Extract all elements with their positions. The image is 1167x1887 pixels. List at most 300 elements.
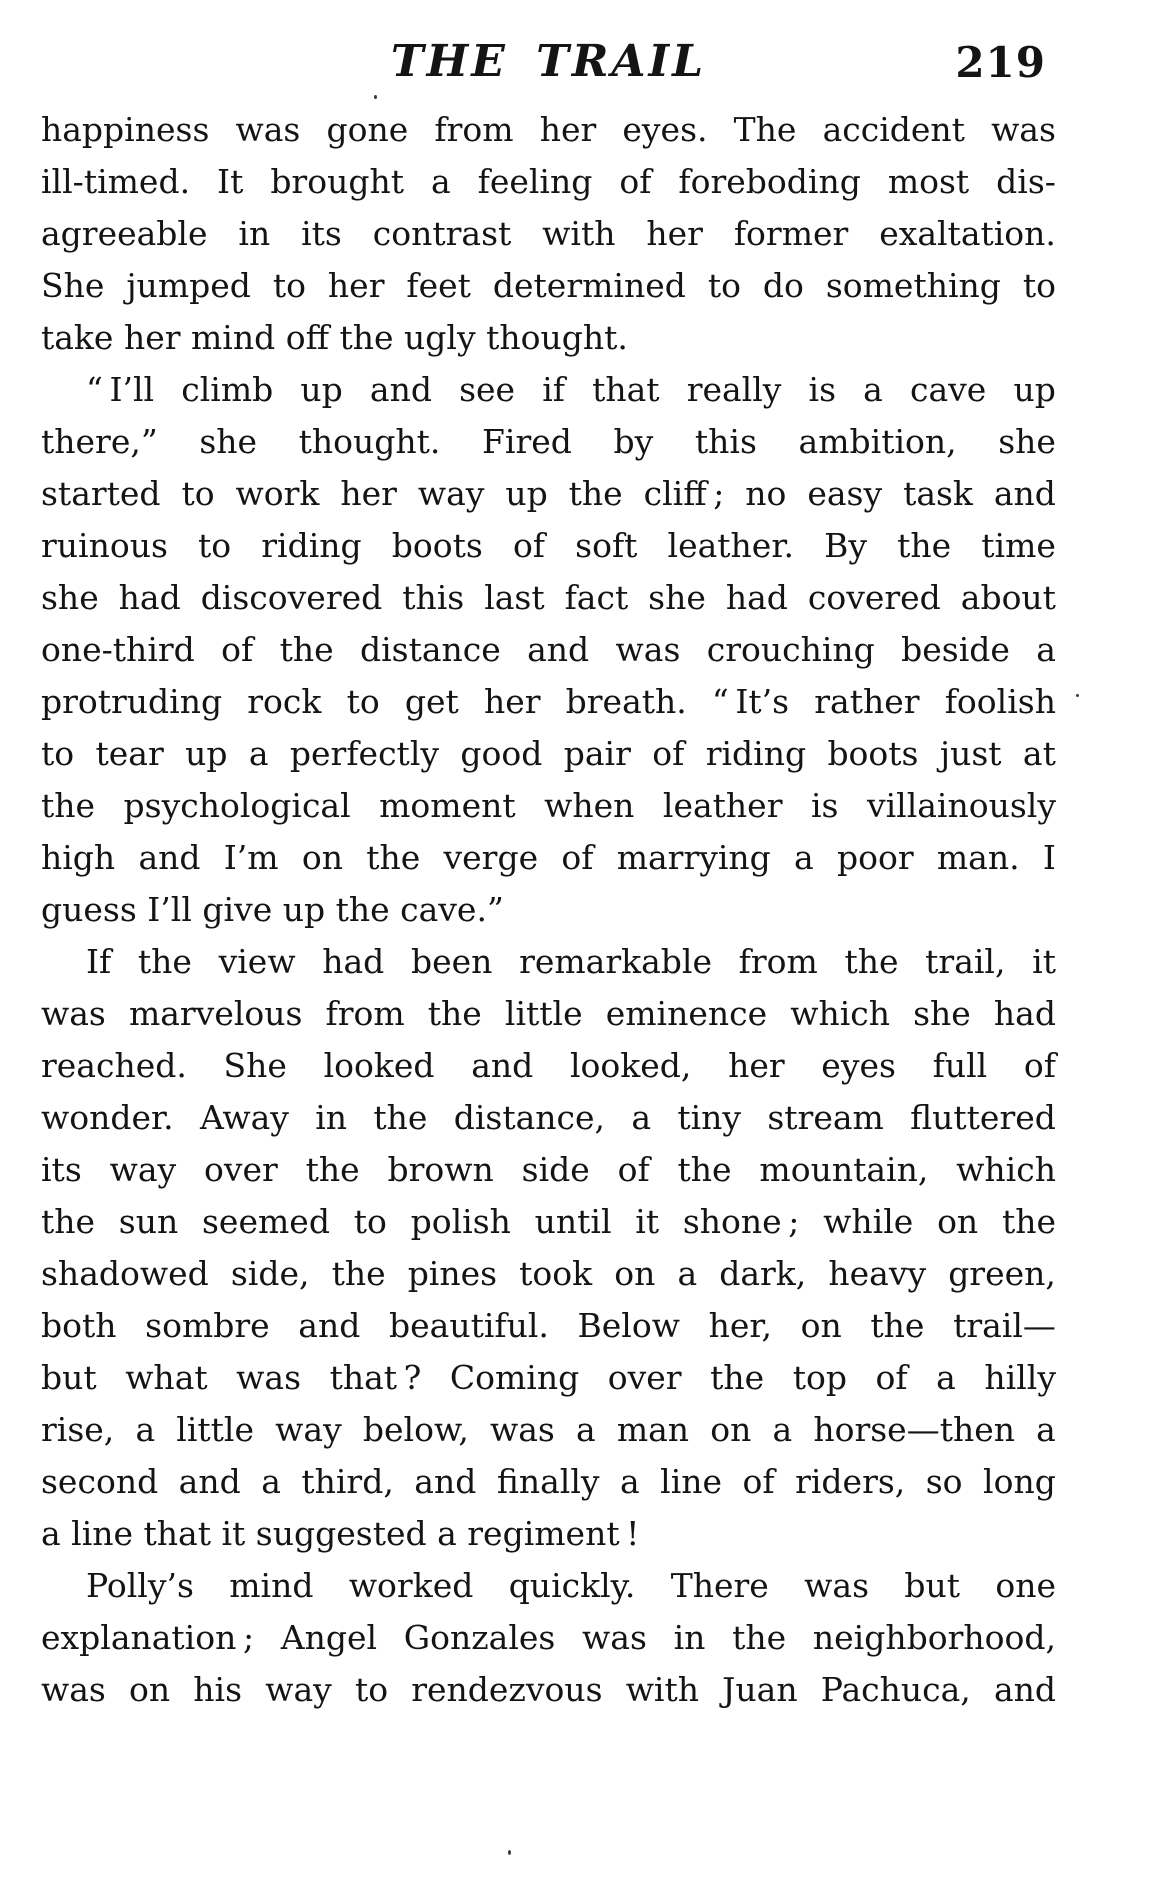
word: a	[1036, 1410, 1056, 1449]
word: which	[790, 994, 891, 1033]
word: third,	[301, 1462, 394, 1501]
word: man	[616, 1410, 690, 1449]
word: Below	[577, 1306, 680, 1345]
word: worked	[348, 1566, 474, 1605]
word: a	[1036, 630, 1056, 669]
word: of	[221, 630, 254, 669]
word: looked	[323, 1046, 435, 1085]
word: neighborhood,	[812, 1618, 1056, 1657]
word: the	[41, 786, 96, 825]
word: brown	[387, 1150, 494, 1189]
word: a	[936, 1358, 956, 1397]
word: was	[489, 1410, 555, 1449]
word: line	[660, 1462, 723, 1501]
word: the	[897, 526, 952, 565]
word: the	[568, 474, 623, 513]
word: quickly.	[508, 1566, 636, 1605]
word: little	[176, 1410, 255, 1449]
word: in	[315, 1098, 348, 1137]
word: feeling	[477, 162, 593, 201]
word: a	[863, 370, 883, 409]
word: Juan	[722, 1670, 798, 1709]
word: covered	[807, 578, 941, 617]
word: that	[592, 370, 660, 409]
word: is	[808, 370, 837, 409]
word: there,”	[41, 422, 158, 461]
word: a	[261, 1462, 281, 1501]
text-line	[41, 1300, 1056, 1352]
word: easy	[807, 474, 883, 513]
word: high	[41, 838, 116, 877]
word: had	[322, 942, 385, 981]
word: seemed	[202, 1202, 330, 1241]
word: her	[327, 266, 385, 305]
text-line	[41, 260, 1056, 312]
word: a	[575, 1410, 596, 1449]
word: up	[1013, 370, 1056, 409]
text-line	[41, 624, 1056, 676]
word: cave	[909, 370, 987, 409]
paragraph	[41, 1560, 1056, 1716]
word: of	[512, 526, 546, 565]
word: this	[694, 422, 757, 461]
word: Fired	[482, 422, 572, 461]
word: marrying	[616, 838, 771, 877]
word: riding	[261, 526, 362, 565]
word: and	[298, 1306, 361, 1345]
word: Polly’s	[86, 1566, 194, 1605]
word: jumped	[126, 266, 251, 305]
word: Pachuca,	[820, 1670, 971, 1709]
word: perfectly	[289, 734, 440, 773]
text-line	[41, 416, 1056, 468]
word: the	[366, 838, 421, 877]
text-line	[41, 208, 1056, 260]
word: rock	[247, 682, 322, 721]
word: up	[185, 734, 228, 773]
word: in	[238, 214, 271, 253]
word: and	[138, 838, 201, 877]
word: looked,	[569, 1046, 692, 1085]
word: a	[430, 162, 451, 201]
word: poor	[836, 838, 914, 877]
word: one	[995, 1566, 1056, 1605]
word: see	[459, 370, 516, 409]
word: took	[519, 1254, 593, 1293]
word: pines	[407, 1254, 498, 1293]
word: eminence	[605, 994, 768, 1033]
word: dark,	[719, 1254, 807, 1293]
word: the	[305, 1150, 360, 1189]
text-line	[41, 520, 1056, 572]
word: at	[1022, 734, 1056, 773]
word: that ?	[329, 1358, 422, 1397]
word: mountain,	[759, 1150, 929, 1189]
word: the	[870, 1306, 925, 1345]
word: and	[471, 1046, 534, 1085]
word: really	[686, 370, 782, 409]
word: to	[198, 526, 232, 565]
word: If	[86, 942, 112, 981]
word: man.	[936, 838, 1020, 877]
word: she	[998, 422, 1056, 461]
word: on	[937, 1202, 979, 1241]
word: to	[181, 474, 215, 513]
word: brought	[270, 162, 404, 201]
word: to	[354, 1670, 389, 1709]
text-line: a line that it suggested a regiment !	[41, 1514, 640, 1553]
word: way	[109, 1150, 177, 1189]
text-line	[41, 832, 1056, 884]
word: both	[41, 1306, 117, 1345]
page-header	[41, 36, 1056, 94]
word: verge	[443, 838, 539, 877]
word: foreboding	[678, 162, 861, 201]
word: to	[1022, 266, 1056, 305]
word: something	[825, 266, 1001, 305]
word: little	[504, 994, 583, 1033]
word: view	[218, 942, 296, 981]
word: the	[41, 1202, 96, 1241]
word: but	[904, 1566, 960, 1605]
word: was	[615, 630, 681, 669]
word: the	[732, 1618, 787, 1657]
paragraph	[41, 936, 1056, 1560]
word: from	[738, 942, 818, 981]
word: good	[460, 734, 543, 773]
word: The	[733, 110, 797, 149]
scan-artifact-dot	[374, 95, 377, 99]
word: stream	[767, 1098, 884, 1137]
word: marvelous	[128, 994, 303, 1033]
word: a	[620, 1462, 640, 1501]
word: finally	[496, 1462, 600, 1501]
word: on	[301, 838, 343, 877]
word: determined	[492, 266, 686, 305]
word: Coming	[449, 1358, 580, 1397]
word: former	[733, 214, 849, 253]
text-line	[41, 156, 1056, 208]
text-line	[41, 1092, 1056, 1144]
word: was	[236, 1358, 302, 1397]
word: ambition,	[798, 422, 957, 461]
word: to	[346, 682, 380, 721]
word: leather	[662, 786, 783, 825]
word: villainously	[866, 786, 1056, 825]
word: fact	[564, 578, 629, 617]
word: and	[527, 630, 590, 669]
word: its	[301, 214, 342, 253]
word: Gonzales	[403, 1618, 556, 1657]
word: she	[648, 578, 706, 617]
word: had	[725, 578, 788, 617]
word: heavy	[828, 1254, 927, 1293]
word: which	[956, 1150, 1056, 1189]
word: her	[728, 1046, 785, 1085]
word: to	[707, 266, 741, 305]
word: just	[939, 734, 1002, 773]
running-title: THE TRAIL	[390, 36, 707, 87]
word: on	[614, 1254, 656, 1293]
body-text	[41, 104, 1056, 1716]
word: it	[635, 1202, 660, 1241]
word: second	[41, 1462, 159, 1501]
text-line	[41, 936, 1056, 988]
word: explanation ;	[41, 1618, 255, 1657]
word: had	[118, 578, 181, 617]
word: was	[582, 1618, 647, 1657]
word: moment	[379, 786, 516, 825]
word: way	[265, 1670, 332, 1709]
word: of	[617, 1150, 650, 1189]
word: It	[217, 162, 244, 201]
word: full	[932, 1046, 988, 1085]
text-line	[41, 1352, 1056, 1404]
word: beautiful.	[388, 1306, 549, 1345]
word: her	[483, 682, 541, 721]
word: boots	[827, 734, 919, 773]
word: she	[41, 578, 99, 617]
text-line	[41, 1196, 1056, 1248]
word: green,	[948, 1254, 1056, 1293]
word: side	[521, 1150, 590, 1189]
word: foolish	[944, 682, 1056, 721]
word: and	[993, 1670, 1056, 1709]
word: way	[275, 1410, 342, 1449]
word: contrast	[372, 214, 512, 253]
text-line	[41, 468, 1056, 520]
word: no	[745, 474, 787, 513]
text-line: guess I’ll give up the cave.”	[41, 890, 504, 929]
word: and	[369, 370, 432, 409]
text-line	[41, 780, 1056, 832]
word: until	[534, 1202, 612, 1241]
word: to	[41, 734, 75, 773]
word: boots	[391, 526, 483, 565]
word: agreeable	[41, 214, 208, 253]
word: and	[414, 1462, 477, 1501]
text-line	[41, 1248, 1056, 1300]
word: over	[607, 1358, 682, 1397]
text-line	[41, 1404, 1056, 1456]
word: distance	[359, 630, 501, 669]
word: tear	[95, 734, 164, 773]
word: its	[41, 1150, 82, 1189]
text-line: take her mind off the ugly thought.	[41, 318, 628, 357]
word: below,	[362, 1410, 469, 1449]
text-line	[41, 104, 1056, 156]
word: gone	[326, 110, 409, 149]
word: from	[434, 110, 514, 149]
word: last	[484, 578, 545, 617]
word: a	[248, 734, 269, 773]
word: was	[991, 110, 1056, 149]
text-line	[41, 364, 1056, 416]
word: horse—then	[813, 1410, 1016, 1449]
word: I	[1042, 838, 1056, 877]
word: soft	[575, 526, 638, 565]
word: remarkable	[519, 942, 712, 981]
scan-artifact-dot	[508, 1850, 511, 1855]
word: with	[542, 214, 616, 253]
word: reached.	[41, 1046, 187, 1085]
word: happiness	[41, 110, 210, 149]
word: feet	[406, 266, 471, 305]
word: sun	[118, 1202, 179, 1241]
word: trail—	[953, 1306, 1056, 1345]
word: wonder.	[41, 1098, 174, 1137]
word: eyes	[821, 1046, 896, 1085]
text-line	[41, 988, 1056, 1040]
word: was	[41, 994, 106, 1033]
word: ill-timed.	[41, 162, 191, 201]
word: I’m	[223, 838, 279, 877]
word: trail,	[925, 942, 1006, 981]
word: over	[204, 1150, 278, 1189]
word: shadowed	[41, 1254, 209, 1293]
word: one-third	[41, 630, 195, 669]
word: to	[272, 266, 306, 305]
word: polish	[410, 1202, 511, 1241]
word: way	[417, 474, 485, 513]
word: hilly	[984, 1358, 1056, 1397]
scan-artifact-dot	[1076, 694, 1079, 697]
word: psychological	[123, 786, 351, 825]
word: the	[844, 942, 899, 981]
word: the	[279, 630, 334, 669]
word: a	[135, 1410, 156, 1449]
word: of	[742, 1462, 775, 1501]
word: She	[41, 266, 105, 305]
word: and	[993, 474, 1056, 513]
word: her	[340, 474, 397, 513]
text-line	[41, 1040, 1056, 1092]
word: her	[539, 110, 597, 149]
word: while	[823, 1202, 914, 1241]
word: thought.	[298, 422, 441, 461]
word: was	[41, 1670, 106, 1709]
word: the	[710, 1358, 765, 1397]
word: if	[542, 370, 565, 409]
word: started	[41, 474, 161, 513]
word: in	[673, 1618, 706, 1657]
word: a	[677, 1254, 698, 1293]
page-number: 219	[955, 38, 1046, 87]
word: climb	[181, 370, 274, 409]
word: long	[983, 1462, 1056, 1501]
word: ruinous	[41, 526, 168, 565]
word: “ It’s	[711, 682, 790, 721]
word: had	[993, 994, 1056, 1033]
word: time	[981, 526, 1056, 565]
word: from	[325, 994, 405, 1033]
word: shone ;	[682, 1202, 800, 1241]
word: cliff ;	[643, 474, 725, 513]
paragraph	[41, 104, 1056, 364]
word: discovered	[200, 578, 383, 617]
word: a	[772, 1410, 793, 1449]
word: with	[625, 1670, 700, 1709]
word: “ I’ll	[86, 370, 155, 409]
text-line	[41, 1612, 1056, 1664]
word: on	[129, 1670, 171, 1709]
text-line	[41, 676, 1056, 728]
word: her	[646, 214, 703, 253]
word: exaltation.	[879, 214, 1056, 253]
word: get	[404, 682, 459, 721]
word: breath.	[565, 682, 687, 721]
text-line	[41, 728, 1056, 780]
word: about	[960, 578, 1056, 617]
text-line	[41, 1144, 1056, 1196]
word: rendezvous	[411, 1670, 603, 1709]
word: the	[1001, 1202, 1056, 1241]
word: task	[903, 474, 973, 513]
word: rather	[814, 682, 920, 721]
word: do	[762, 266, 804, 305]
word: been	[410, 942, 493, 981]
word: sombre	[145, 1306, 270, 1345]
word: crouching	[706, 630, 875, 669]
word: side,	[230, 1254, 310, 1293]
text-line	[41, 1456, 1056, 1508]
word: her,	[708, 1306, 773, 1345]
word: a	[794, 838, 814, 877]
word: is	[810, 786, 839, 825]
word: rise,	[41, 1410, 115, 1449]
word: it	[1032, 942, 1056, 981]
word: By	[824, 526, 867, 565]
word: a	[631, 1098, 652, 1137]
word: She	[223, 1046, 287, 1085]
text-line	[41, 572, 1056, 624]
word: on	[710, 1410, 752, 1449]
word: was	[235, 110, 301, 149]
word: eyes.	[622, 110, 708, 149]
word: riders,	[795, 1462, 906, 1501]
word: the	[677, 1150, 732, 1189]
word: she	[199, 422, 258, 461]
word: of	[619, 162, 652, 201]
word: accident	[822, 110, 965, 149]
word: most	[887, 162, 970, 201]
word: pair	[563, 734, 631, 773]
word: distance,	[453, 1098, 606, 1137]
word: There	[670, 1566, 769, 1605]
word: top	[792, 1358, 847, 1397]
word: to	[353, 1202, 387, 1241]
paragraph	[41, 364, 1056, 936]
word: the	[373, 1098, 428, 1137]
word: riding	[705, 734, 807, 773]
word: Angel	[280, 1618, 378, 1657]
word: fluttered	[910, 1098, 1056, 1137]
word: protruding	[41, 682, 223, 721]
word: of	[652, 734, 685, 773]
word: the	[331, 1254, 386, 1293]
word: work	[235, 474, 320, 513]
word: of	[875, 1358, 908, 1397]
word: this	[402, 578, 465, 617]
word: up	[505, 474, 548, 513]
word: so	[925, 1462, 963, 1501]
word: on	[800, 1306, 842, 1345]
word: of	[561, 838, 594, 877]
word: dis-	[996, 162, 1056, 201]
text-line	[41, 1560, 1056, 1612]
word: when	[544, 786, 635, 825]
word: his	[193, 1670, 243, 1709]
